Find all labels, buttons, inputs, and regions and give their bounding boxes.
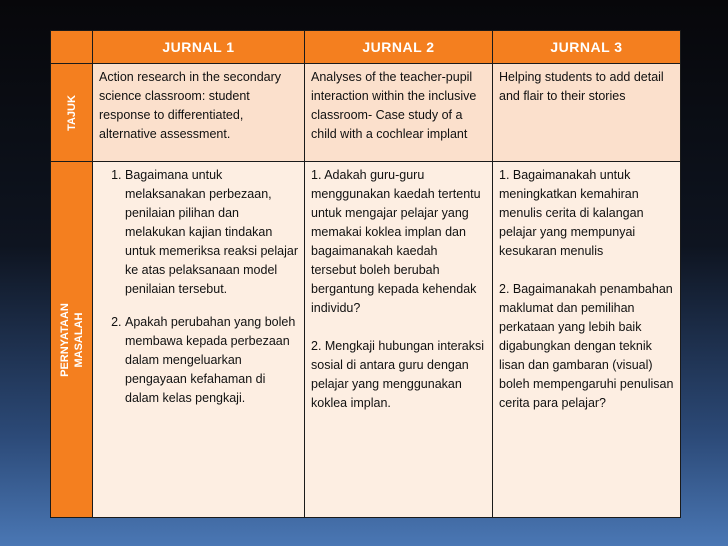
cell-tajuk-jurnal-3 <box>493 64 681 162</box>
header-jurnal-2: JURNAL 2 <box>305 31 493 64</box>
row-label-tajuk <box>51 64 93 162</box>
cell-text: Helping students to add detail and flair to their stories <box>499 70 664 103</box>
header-row <box>51 31 681 64</box>
row-pernyataan-masalah <box>51 162 681 518</box>
row-label-pernyataan-masalah <box>51 162 93 518</box>
paragraph: 2. Bagaimanakah penambahan maklumat dan pemilihan perkataan yang lebih baik digabungkan dengan teknik lisan dan gambaran (visual) boleh mempengaruhi penulisan cerita para pelajar? <box>499 282 674 410</box>
row-label-line-1: PERNYATAAN <box>58 302 71 377</box>
cell-text: Action research in the secondary science classroom: student response to differentiated, alternative assessment. <box>99 70 282 141</box>
corner-cell <box>51 31 93 64</box>
paragraph: 2. Mengkaji hubungan interaksi sosial di antara guru dengan pelajar yang menggunakan koklea implan. <box>311 339 485 410</box>
list-item: 2. Apakah perubahan yang boleh membawa kepada perbezaan dalam mengeluarkan pengayaan kefahaman di dalam kelas pengkaji. <box>125 313 298 408</box>
header-jurnal-3: JURNAL 3 <box>493 31 681 64</box>
paragraph: 1. Bagaimanakah untuk meningkatkan kemahiran menulis cerita di kalangan pelajar yang mempunyai kesukaran menulis <box>499 168 644 258</box>
cell-tajuk-jurnal-1 <box>93 64 305 162</box>
paragraph: 1. Adakah guru-guru menggunakan kaedah tertentu untuk mengajar pelajar yang memakai koklea implan dan bagaimanakah kaedah tersebut boleh berubah bergantung kepada kehendak individu? <box>311 168 481 315</box>
row-label-line-2: MASALAH <box>72 312 85 368</box>
row-tajuk <box>51 64 681 162</box>
row-label-text: TAJUK <box>65 94 78 131</box>
header-jurnal-1: JURNAL 1 <box>93 31 305 64</box>
cell-masalah-jurnal-2 <box>305 162 493 518</box>
comparison-table <box>50 30 681 518</box>
numbered-list <box>99 166 298 408</box>
list-item: 1. Bagaimana untuk melaksanakan perbezaan, penilaian pilihan dan melakukan kajian tindakan untuk memeriksa reaksi pelajar ke atas pelaksanaan model penilaian tersebut. <box>125 166 298 299</box>
cell-text: Analyses of the teacher-pupil interaction within the inclusive classroom- Case study of a child with a cochlear implant <box>311 70 477 141</box>
cell-masalah-jurnal-3 <box>493 162 681 518</box>
cell-tajuk-jurnal-2 <box>305 64 493 162</box>
cell-masalah-jurnal-1 <box>93 162 305 518</box>
